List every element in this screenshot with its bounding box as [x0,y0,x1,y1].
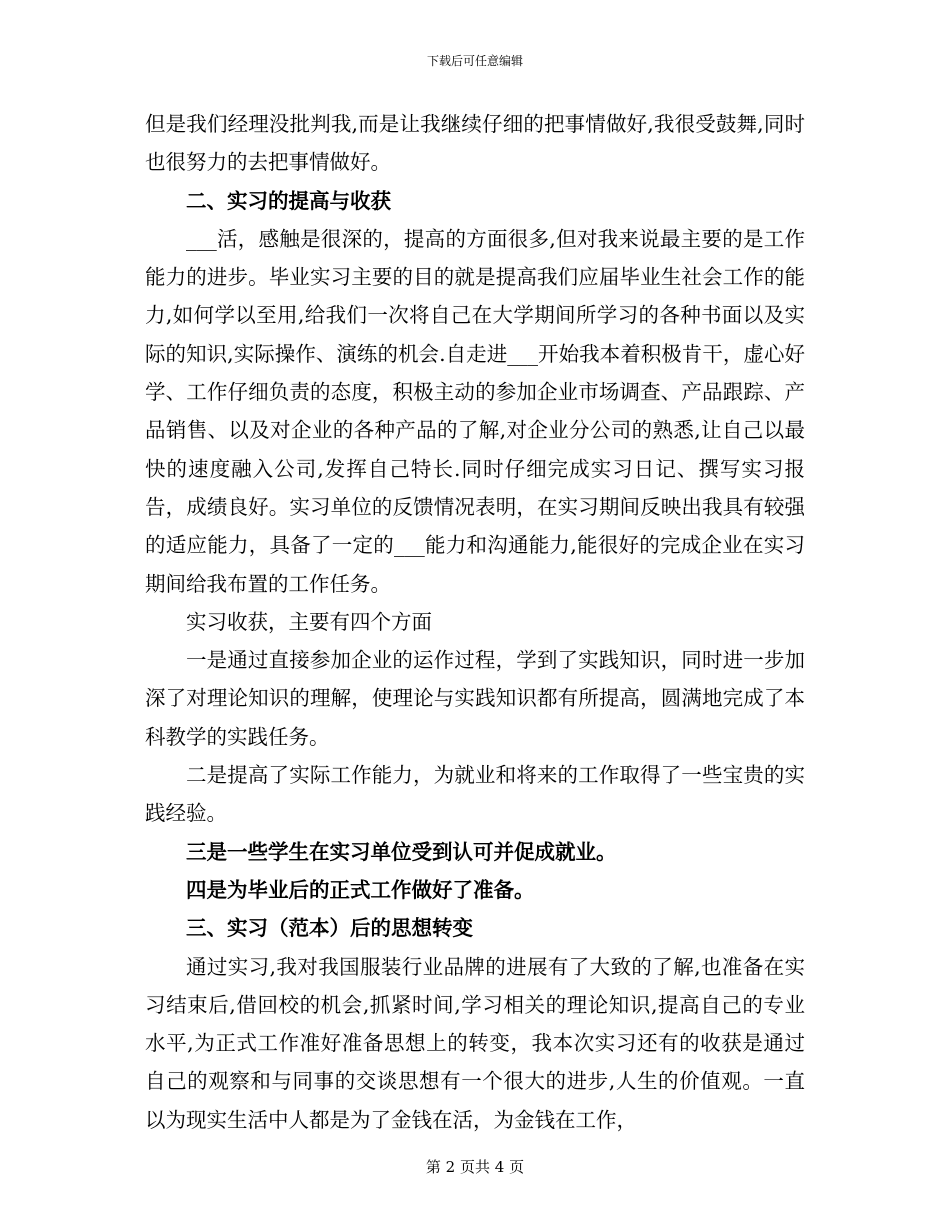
page-footer: 第 2 页共 4 页 [425,1158,525,1176]
paragraph-3: ___活，感触是很深的，提高的方面很多,但对我来说最主要的是工作能力的进步。毕业实习主要的目的就是提高我们应届毕业生社会工作的能力,如何学以至用,给我们一次将自己在大学期间所学习的各种书面以及实际的知识,实际操作、演练的机会.自走进___开始我本着积极肯干，虚心好学、工作仔细负责的态度，积极主动的参加企业市场调查、产品跟踪、产品销售、以及对企业的各种产品的了解,对企业分公司的熟悉,让自己以最快的速度融入公司,发挥自己特长.同时仔细完成实习日记、撰写实习报告，成绩良好。实习单位的反馈情况表明，在实习期间反映出我具有较强的适应能力，具备了一定的___能力和沟通能力,能很好的完成企业在实习期间给我布置的工作任务。 [145,226,805,596]
paragraph-8: 四是为毕业后的正式工作做好了准备。 [186,877,535,902]
section-heading-3: 三、实习（范本）后的思想转变 [186,916,473,941]
paragraph-1: 但是我们经理没批判我,而是让我继续仔细的把事情做好,我很受鼓舞,同时也很努力的去把事情做好。 [145,112,805,175]
paragraph-10: 通过实习,我对我国服装行业品牌的进展有了大致的了解,也准备在实习结束后,借回校的机会,抓紧时间,学习相关的理论知识,提高自己的专业水平,为正式工作准好准备思想上的转变，我本次实习还有的收获是通过自己的观察和与同事的交谈思想有一个很大的进步,人生的价值观。一直以为现实生活中人都是为了金钱在活，为金钱在工作， [145,954,805,1132]
document-body [145,105,805,1139]
paragraph-5: 一是通过直接参加企业的运作过程，学到了实践知识，同时进一步加深了对理论知识的理解，使理论与实践知识都有所提高，圆满地完成了本科教学的实践任务。 [145,648,805,749]
paragraph-4: 实习收获，主要有四个方面 [186,609,432,634]
paragraph-6: 二是提高了实际工作能力，为就业和将来的工作取得了一些宝贵的实践经验。 [145,763,805,826]
section-heading-2: 二、实习的提高与收获 [186,188,391,213]
paragraph-7: 三是一些学生在实习单位受到认可并促成就业。 [186,839,617,864]
page-header: 下载后可任意编辑 [426,54,523,68]
